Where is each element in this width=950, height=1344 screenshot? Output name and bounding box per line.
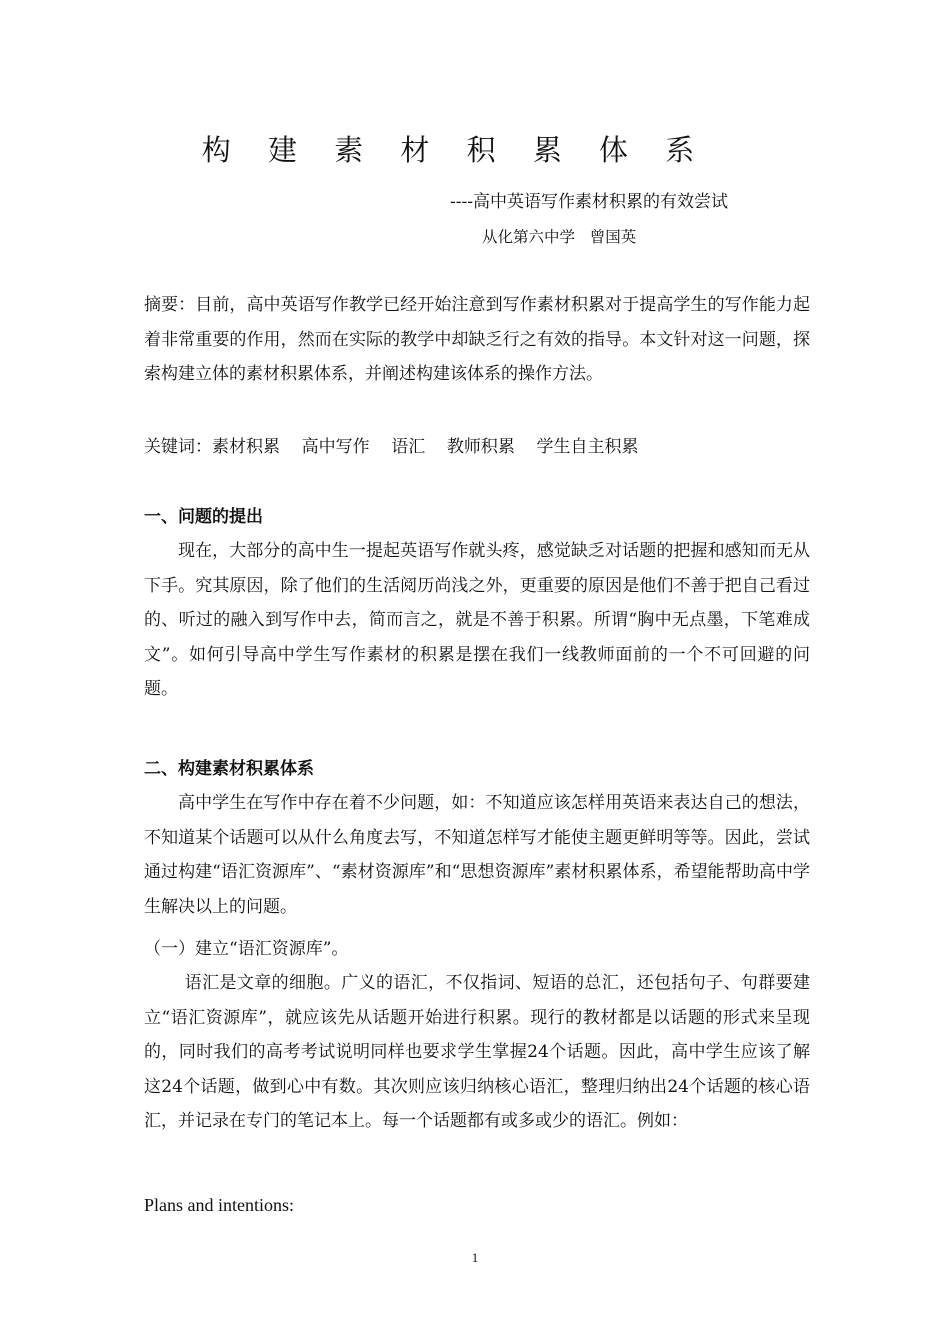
example-label: Plans and intentions:	[144, 1195, 294, 1215]
section-1-heading: 一、问题的提出	[144, 507, 263, 527]
subsection-1-paragraph: 语汇是文章的细胞。广义的语汇，不仅指词、短语的总汇，还包括句子、句群要建立“语汇资源库”，就应该先从话题开始进行积累。现行的教材都是以话题的形式来呈现的，同时我们的高考考试说明同样也要求学生掌握24个话题。因此，高中学生应该了解这24个话题，做到心中有数。其次则应该归纳核心语汇，整理归纳出24个话题的核心语汇，并记录在专门的笔记本上。每一个话题都有或多或少的语汇。例如：	[144, 973, 810, 1131]
section-2-paragraph: 高中学生在写作中存在着不少问题，如：不知道应该怎样用英语来表达自己的想法，不知道某个话题可以从什么角度去写，不知道怎样写才能使主题更鲜明等等。因此，尝试通过构建“语汇资源库”、“素材资源库”和“思想资源库”素材积累体系，希望能帮助高中学生解决以上的问题。	[144, 793, 810, 917]
document-subtitle: ----高中英语写作素材积累的有效尝试	[450, 192, 728, 212]
section-2-heading: 二、构建素材积累体系	[144, 759, 314, 779]
keywords-line: 关键词：素材积累 高中写作 语汇 教师积累 学生自主积累	[144, 437, 639, 457]
section-1-paragraph: 现在，大部分的高中生一提起英语写作就头疼，感觉缺乏对话题的把握和感知而无从下手。究其原因，除了他们的生活阅历尚浅之外，更重要的原因是他们不善于把自己看过的、听过的融入到写作中去，简而言之，就是不善于积累。所谓“胸中无点墨，下笔难成文”。如何引导高中学生写作素材的积累是摆在我们一线教师面前的一个不可回避的问题。	[144, 541, 810, 699]
abstract-paragraph: 摘要：目前，高中英语写作教学已经开始注意到写作素材积累对于提高学生的写作能力起着非常重要的作用，然而在实际的教学中却缺乏行之有效的指导。本文针对这一问题，探索构建立体的素材积累体系，并阐述构建该体系的操作方法。	[144, 295, 810, 384]
author-line: 从化第六中学 曾国英	[482, 228, 637, 246]
page-number: 1	[471, 1250, 479, 1265]
subsection-1-heading: （一）建立“语汇资源库”。	[144, 939, 349, 959]
document-title: 构 建 素 材 积 累 体 系	[201, 133, 709, 167]
